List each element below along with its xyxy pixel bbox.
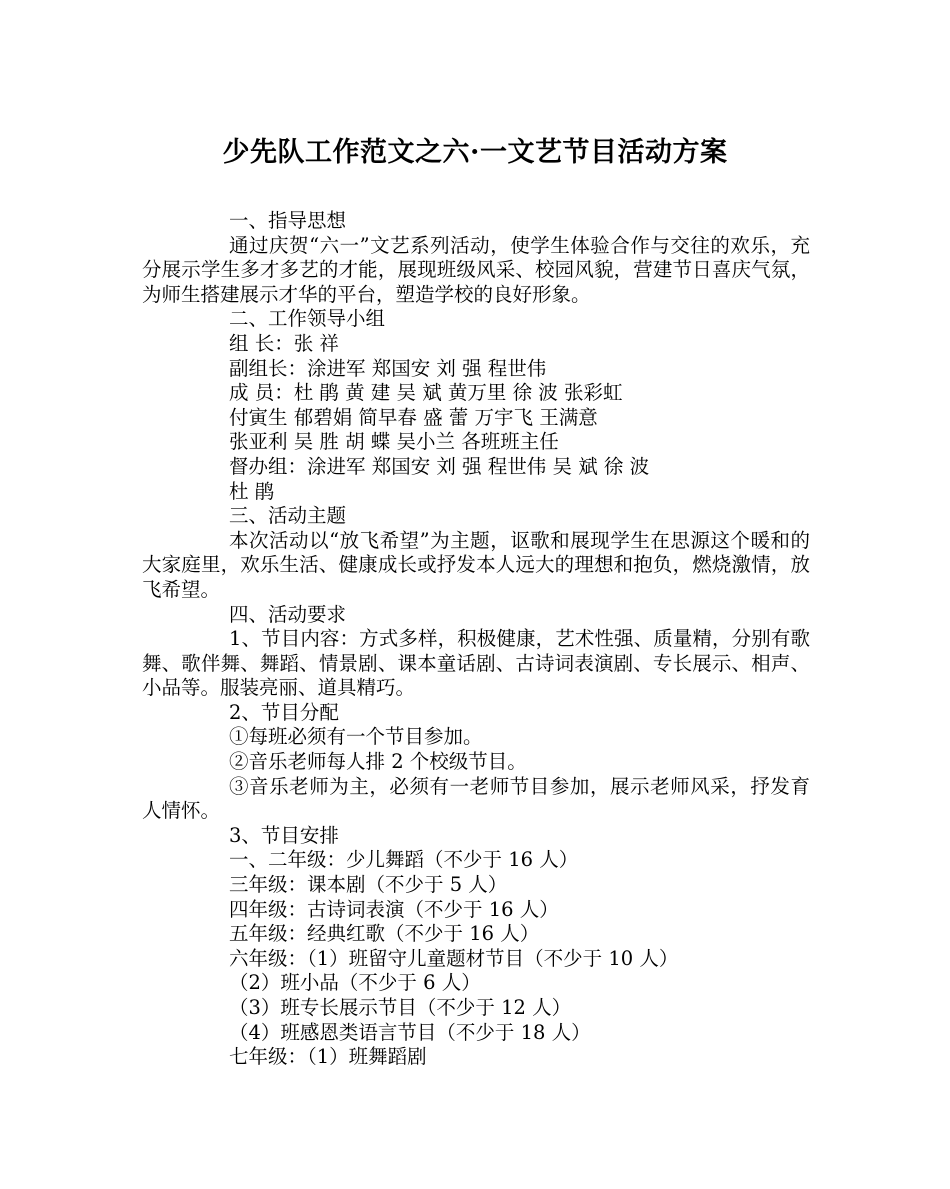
schedule-grade-5: 五年级：经典红歌（不少于 16 人）: [229, 922, 540, 946]
schedule-grade-4: 四年级：古诗词表演（不少于 16 人）: [229, 897, 559, 921]
schedule-grade-6-class-2: （2）班小品（不少于 6 人）: [229, 971, 481, 995]
supervision-group-line-2: 杜 鹃: [229, 479, 275, 503]
subheading-program-schedule: 3、节目安排: [229, 823, 339, 847]
document-body: [142, 209, 810, 1070]
paragraph-theme: 本次活动以“放飞希望”为主题，讴歌和展现学生在思源这个暖和的大家庭里，欢乐生活、健康成长或抒发本人远大的理想和抱负，燃烧激情，放飞希望。: [142, 528, 810, 601]
section-heading-theme: 三、活动主题: [229, 504, 347, 528]
section-heading-requirements: 四、活动要求: [229, 602, 347, 626]
allocation-item-3: ③音乐老师为主，必须有一老师节目参加，展示老师风采，抒发育人情怀。: [142, 774, 810, 823]
group-leader-line: 组 长：张 祥: [229, 331, 339, 355]
allocation-item-2: ②音乐老师每人排 2 个校级节目。: [229, 750, 527, 774]
paragraph-guiding-thought: 通过庆贺“六一”文艺系列活动，使学生体验合作与交往的欢乐，充分展示学生多才多艺的才能，展现班级风采、校园风貌，营建节日喜庆气氛，为师生搭建展示才华的平台，塑造学校的良好形象。: [142, 233, 810, 306]
schedule-grade-1-2: 一、二年级：少儿舞蹈（不少于 16 人）: [229, 848, 579, 872]
supervision-group-line-1: 督办组：涂进军 郑国安 刘 强 程世伟 吴 斌 徐 波: [229, 454, 650, 478]
allocation-item-1: ①每班必须有一个节目参加。: [229, 725, 483, 749]
members-line-3: 张亚利 吴 胜 胡 蝶 吴小兰 各班班主任: [229, 430, 559, 454]
subheading-program-allocation: 2、节目分配: [229, 700, 339, 724]
section-heading-guiding-thought: 一、指导思想: [229, 209, 347, 232]
schedule-grade-6-class-3: （3）班专长展示节目（不少于 12 人）: [229, 996, 572, 1019]
section-heading-leadership-group: 二、工作领导小组: [229, 307, 386, 331]
document-title: 少先队工作范文之六·一文艺节目活动方案: [222, 137, 728, 168]
schedule-grade-6-class-4: （4）班感恩类语言节目（不少于 18 人）: [229, 1020, 591, 1044]
schedule-grade-6-class-1: 六年级：（1）班留守儿童题材节目（不少于 10 人）: [229, 946, 679, 970]
schedule-grade-3: 三年级：课本剧（不少于 5 人）: [229, 873, 508, 897]
members-line-2: 付寅生 郁碧娟 简早春 盛 蕾 万宇飞 王满意: [229, 405, 598, 429]
schedule-grade-7-class-1: 七年级：（1）班舞蹈剧: [229, 1045, 427, 1069]
members-line-1: 成 员：杜 鹃 黄 建 吴 斌 黄万里 徐 波 张彩虹: [229, 381, 623, 405]
deputy-leader-line: 副组长：涂进军 郑国安 刘 强 程世伟: [229, 356, 547, 380]
paragraph-program-content: 1、节目内容：方式多样，积极健康，艺术性强、质量精，分别有歌舞、歌伴舞、舞蹈、情景剧、课本童话剧、古诗词表演剧、专长展示、相声、小品等。服装亮丽、道具精巧。: [142, 627, 810, 700]
